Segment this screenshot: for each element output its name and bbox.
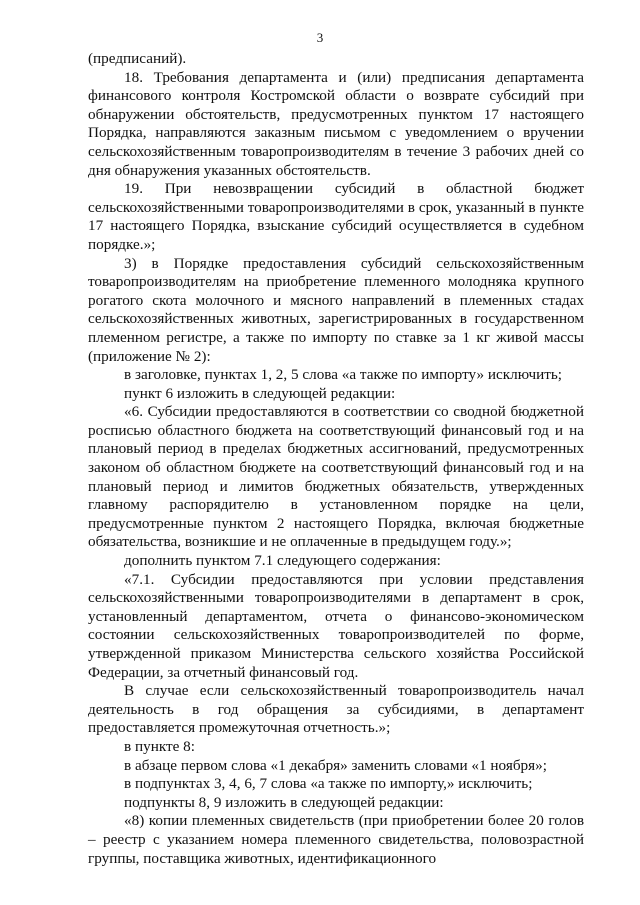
paragraph: «6. Субсидии предоставляются в соответствии со сводной бюджетной росписью областного бюджета на соответствующий финансовый год и на плановый период в пределах бюджетных ассигнований, предусмотренных законом об областном бюджете на соответствующий финансовый год и на плановый период и лимитов бюджетных обязательств, утвержденных главному распорядителю в установленном порядке на цели, предусмотренные пунктом 2 настоящего Порядка, включая бюджетные обязательства, возникшие и не оплаченные в предыдущем году.»; bbox=[88, 403, 584, 551]
paragraph: 19. При невозвращении субсидий в областной бюджет сельскохозяйственными товаропроизводителями в срок, указанный в пункте 17 настоящего Порядка, взыскание субсидий осуществляется в судебном порядке.»; bbox=[88, 180, 584, 253]
paragraph: 3) в Порядке предоставления субсидий сельскохозяйственным товаропроизводителям на приобретение племенного молодняка крупного рогатого скота молочного и мясного направлений в племенных стадах сельскохозяйственных животных, зарегистрированных в государственном племенном регистре, а также по импорту по ставке за 1 кг живой массы (приложение № 2): bbox=[88, 254, 584, 365]
paragraph: «7.1. Субсидии предоставляются при условии представления сельскохозяйственными товаропроизводителями в департамент в срок, установленный департаментом, отчета о финансово-экономическом состоянии сельскохозяйственных товаропроизводителей по форме, утвержденной приказом Министерства сельского хозяйства Российской Федерации, за отчетный финансовый год. bbox=[88, 570, 584, 681]
paragraph: (предписаний). bbox=[88, 50, 187, 67]
paragraph: дополнить пунктом 7.1 следующего содержания: bbox=[124, 552, 441, 570]
paragraph: пункт 6 изложить в следующей редакции: bbox=[124, 384, 396, 402]
page-number: 3 bbox=[316, 30, 324, 45]
paragraph: в пункте 8: bbox=[124, 737, 195, 755]
paragraph: в подпунктах 3, 4, 6, 7 слова «а также по импорту,» исключить; bbox=[124, 775, 533, 793]
paragraph: в заголовке, пунктах 1, 2, 5 слова «а также по импорту» исключить; bbox=[124, 366, 563, 384]
paragraph: 18. Требования департамента и (или) предписания департамента финансового контроля Костромской области о возврате субсидий при обнаружении обстоятельств, предусмотренных пунктом 17 настоящего Порядка, направляются заказным письмом с уведомлением о вручении сельскохозяйственным товаропроизводителям в течение 3 рабочих дней со дня обнаружения указанных обстоятельств. bbox=[88, 68, 584, 179]
paragraph: в абзаце первом слова «1 декабря» заменить словами «1 ноября»; bbox=[124, 756, 547, 774]
paragraph: подпункты 8, 9 изложить в следующей редакции: bbox=[124, 793, 444, 811]
document-body bbox=[88, 50, 584, 868]
paragraph: «8) копии племенных свидетельств (при приобретении более 20 голов – реестр с указанием номера племенного свидетельства, половозрастной группы, поставщика животных, идентификационного bbox=[88, 812, 584, 867]
paragraph: В случае если сельскохозяйственный товаропроизводитель начал деятельность в год обращения за субсидиями, в департамент предоставляется промежуточная отчетность.»; bbox=[88, 682, 584, 737]
